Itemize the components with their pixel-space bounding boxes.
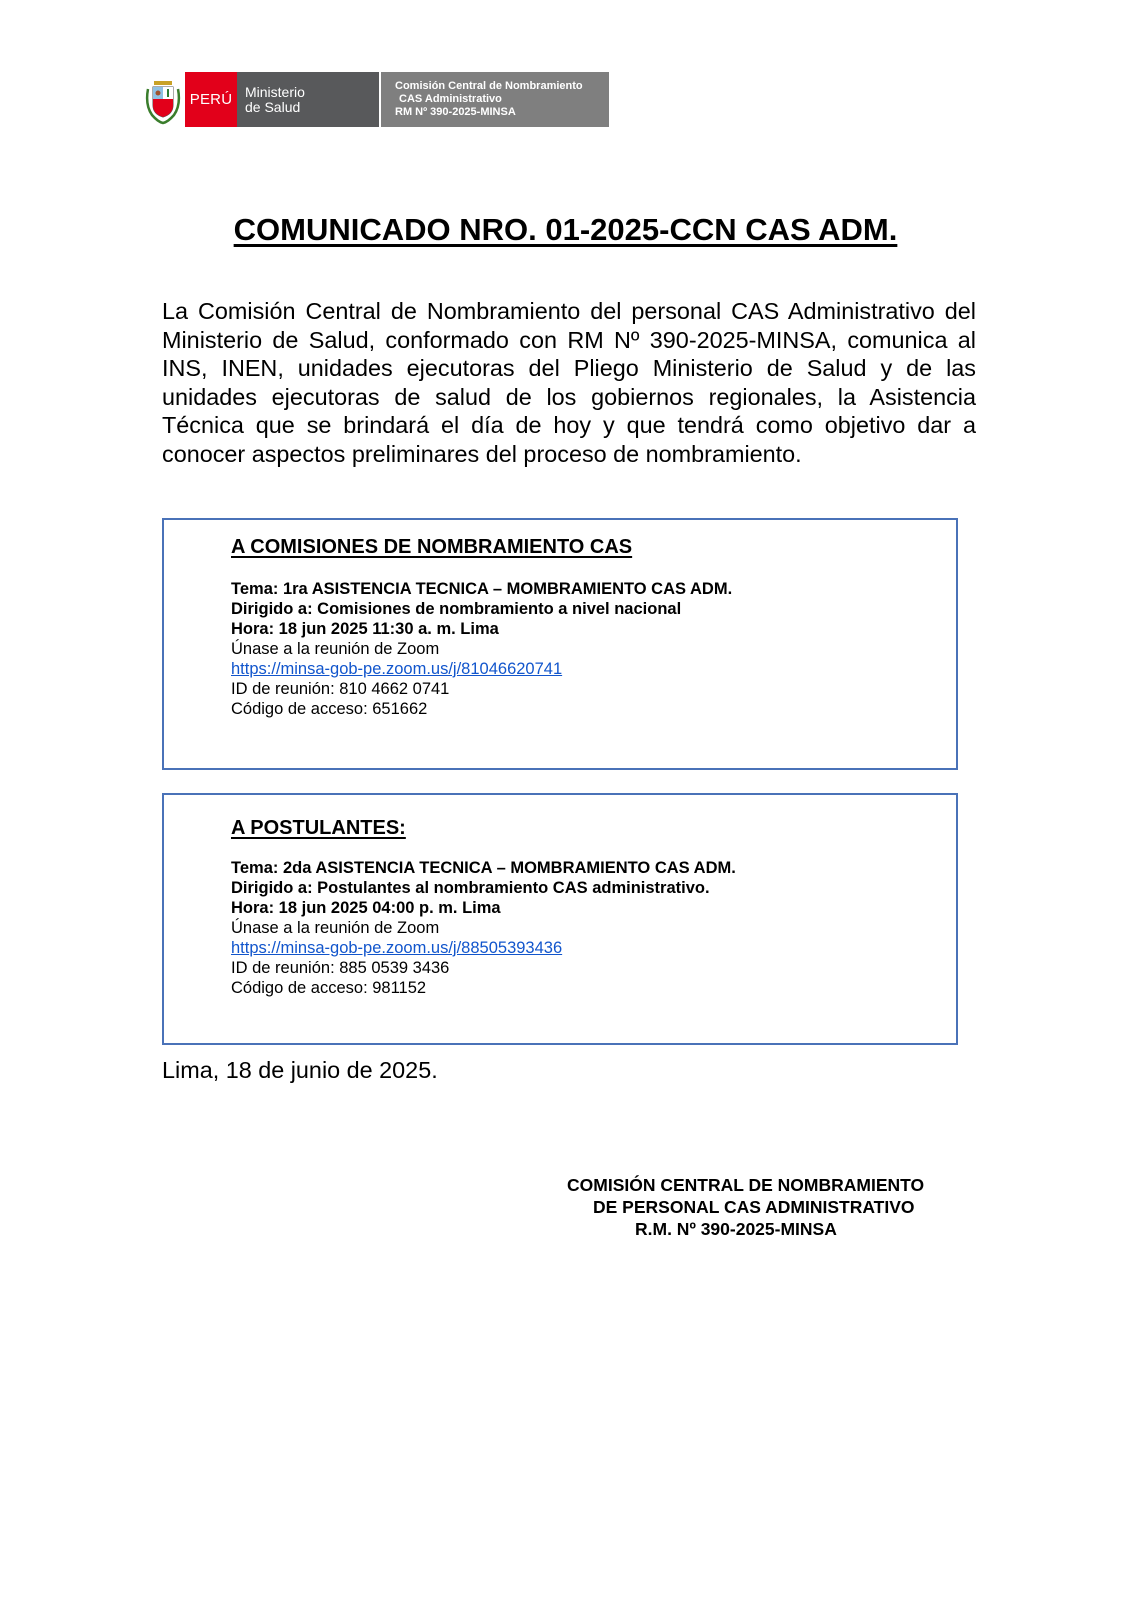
- passcode: Código de acceso: 651662: [231, 700, 428, 718]
- signature-block: [520, 1174, 1000, 1240]
- session-time: Hora: 18 jun 2025 11:30 a. m. Lima: [231, 620, 499, 638]
- zoom-link[interactable]: https://minsa-gob-pe.zoom.us/j/88505393436: [231, 939, 563, 957]
- session-heading: A POSTULANTES:: [231, 817, 406, 839]
- signature-line-1: COMISIÓN CENTRAL DE NOMBRAMIENTO: [567, 1175, 925, 1195]
- session-join-text: Únase a la reunión de Zoom: [231, 640, 440, 658]
- coat-of-arms-icon: [143, 72, 183, 127]
- peru-label: PERÚ: [189, 91, 233, 108]
- commission-line-3: RM Nº 390-2025-MINSA: [395, 106, 516, 118]
- peru-brand: [185, 72, 237, 127]
- zoom-link[interactable]: https://minsa-gob-pe.zoom.us/j/81046620741: [231, 660, 563, 678]
- ministry-line-1: Ministerio: [245, 83, 305, 100]
- session-heading: A COMISIONES DE NOMBRAMIENTO CAS: [231, 536, 633, 558]
- commission-brand: [381, 72, 609, 127]
- session-box-applicants: [162, 793, 958, 1045]
- intro-paragraph: La Comisión Central de Nombramiento del personal CAS Administrativo del Ministerio de Salud, conformado con RM Nº 390-2025-MINSA, comunica al INS, INEN, unidades ejecutoras del Pliego Ministerio de Salud y de las unidades ejecutoras de salud de los gobiernos regionales, la Asistencia Técnica que se brindará el día de hoy y que tendrá como objetivo dar a conocer aspectos preliminares del proceso de nombramiento.: [162, 298, 976, 467]
- page-title: COMUNICADO NRO. 01-2025-CCN CAS ADM.: [233, 212, 898, 247]
- session-box-commissions: [162, 518, 958, 770]
- ministry-line-2: de Salud: [245, 98, 301, 115]
- session-audience: Dirigido a: Comisiones de nombramiento a nivel nacional: [231, 600, 682, 618]
- session-audience: Dirigido a: Postulantes al nombramiento CAS administrativo.: [231, 879, 710, 897]
- session-time: Hora: 18 jun 2025 04:00 p. m. Lima: [231, 899, 501, 917]
- signature-line-3: R.M. Nº 390-2025-MINSA: [635, 1219, 837, 1239]
- signature-line-2: DE PERSONAL CAS ADMINISTRATIVO: [593, 1197, 915, 1217]
- commission-line-2: CAS Administrativo: [399, 93, 502, 105]
- session-topic: Tema: 2da ASISTENCIA TECNICA – MOMBRAMIENTO CAS ADM.: [231, 859, 736, 877]
- passcode: Código de acceso: 981152: [231, 979, 427, 997]
- meeting-id: ID de reunión: 810 4662 0741: [231, 680, 450, 698]
- ministry-brand: [237, 72, 379, 127]
- meeting-id: ID de reunión: 885 0539 3436: [231, 959, 450, 977]
- date-line: Lima, 18 de junio de 2025.: [162, 1057, 438, 1083]
- session-topic: Tema: 1ra ASISTENCIA TECNICA – MOMBRAMIENTO CAS ADM.: [231, 580, 733, 598]
- letterhead: [143, 72, 609, 127]
- session-join-text: Únase a la reunión de Zoom: [231, 919, 440, 937]
- commission-line-1: Comisión Central de Nombramiento: [395, 80, 583, 92]
